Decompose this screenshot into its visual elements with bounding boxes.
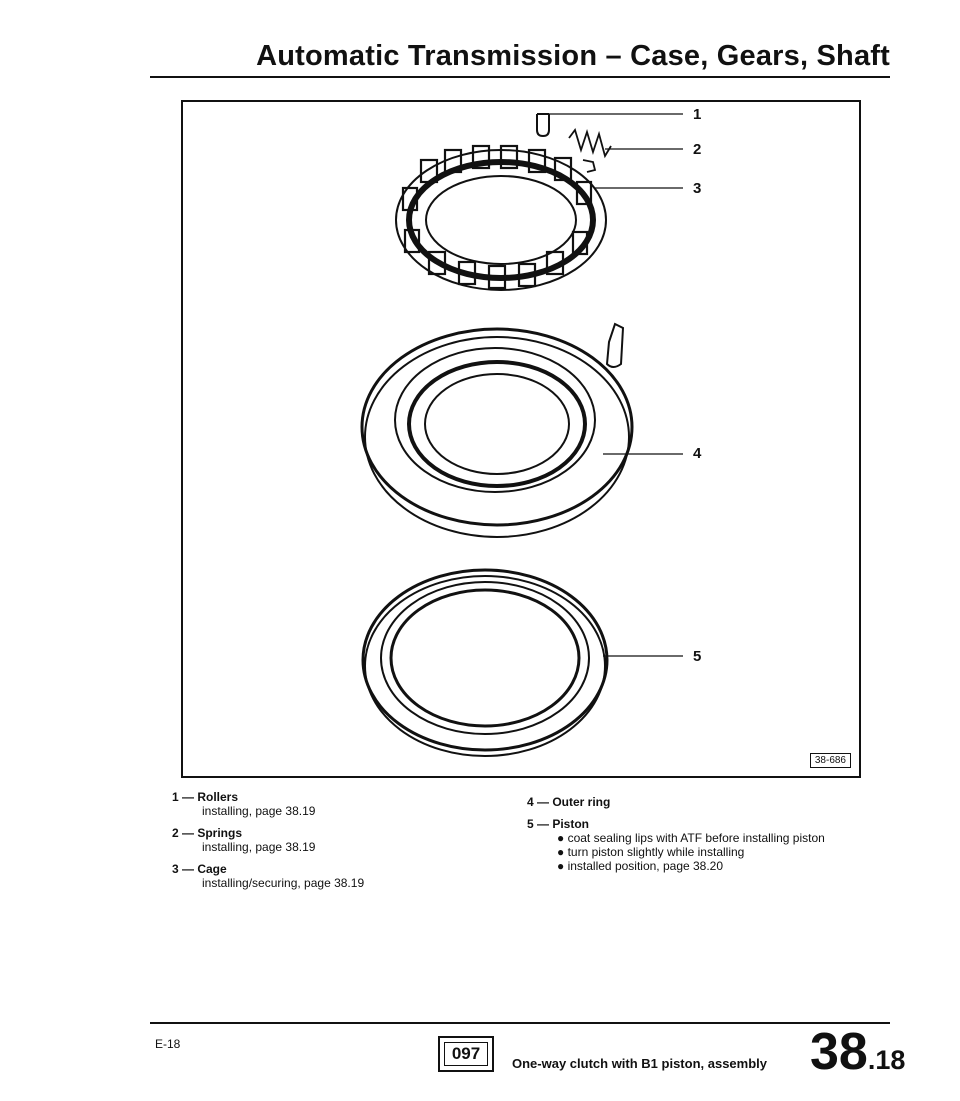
- legend-item-name: 4 — Outer ring: [527, 795, 611, 809]
- legend-item-outer-ring: [527, 795, 927, 809]
- outer-ring-part: [362, 324, 683, 537]
- legend-item-springs: [172, 826, 472, 854]
- legend-item-desc: installing/securing, page 38.19: [202, 876, 365, 890]
- legend-item-name: 3 — Cage: [172, 862, 227, 876]
- legend-item-desc: installing, page 38.19: [202, 840, 316, 854]
- header-rule: [150, 76, 890, 78]
- legend-bullet-list: [527, 831, 927, 873]
- callout-2: 2: [693, 141, 702, 158]
- legend-item-name: 5 — Piston: [527, 817, 590, 831]
- legend-item-piston: [527, 817, 927, 873]
- page-title: Automatic Transmission – Case, Gears, Shaft: [256, 40, 890, 72]
- legend-right: [527, 795, 927, 881]
- section-number: [810, 1022, 905, 1082]
- cage-part: [396, 146, 683, 290]
- exploded-view-drawing: [183, 102, 863, 780]
- legend-item-desc: installing, page 38.19: [202, 804, 316, 818]
- footer-rule: [150, 1022, 890, 1024]
- callout-1: 1: [693, 106, 702, 123]
- section-number-minor: .18: [867, 1045, 906, 1075]
- model-badge-label: 097: [444, 1042, 488, 1066]
- legend-item-rollers: [172, 790, 472, 818]
- piston-part: [363, 570, 683, 756]
- exploded-view-figure: [181, 100, 861, 778]
- legend-item-name: 1 — Rollers: [172, 790, 239, 804]
- legend-item-name: 2 — Springs: [172, 826, 243, 840]
- legend-bullet: ● installed position, page 38.20: [557, 859, 724, 873]
- roller-part: [537, 114, 683, 136]
- callout-4: 4: [693, 445, 702, 462]
- legend-item-cage: [172, 862, 472, 890]
- spring-part: [569, 130, 683, 172]
- legend-bullet: ● coat sealing lips with ATF before installing piston: [557, 831, 825, 845]
- model-badge: [438, 1036, 494, 1072]
- legend-bullet: ● turn piston slightly while installing: [557, 845, 745, 859]
- callout-3: 3: [693, 180, 702, 197]
- section-number-major: 38: [810, 1023, 868, 1081]
- footer-caption: One-way clutch with B1 piston, assembly: [512, 1056, 768, 1071]
- legend-left: [172, 790, 472, 898]
- figure-reference-code: 38-686: [810, 753, 851, 768]
- callout-5: 5: [693, 648, 702, 665]
- page-code: E-18: [155, 1037, 181, 1051]
